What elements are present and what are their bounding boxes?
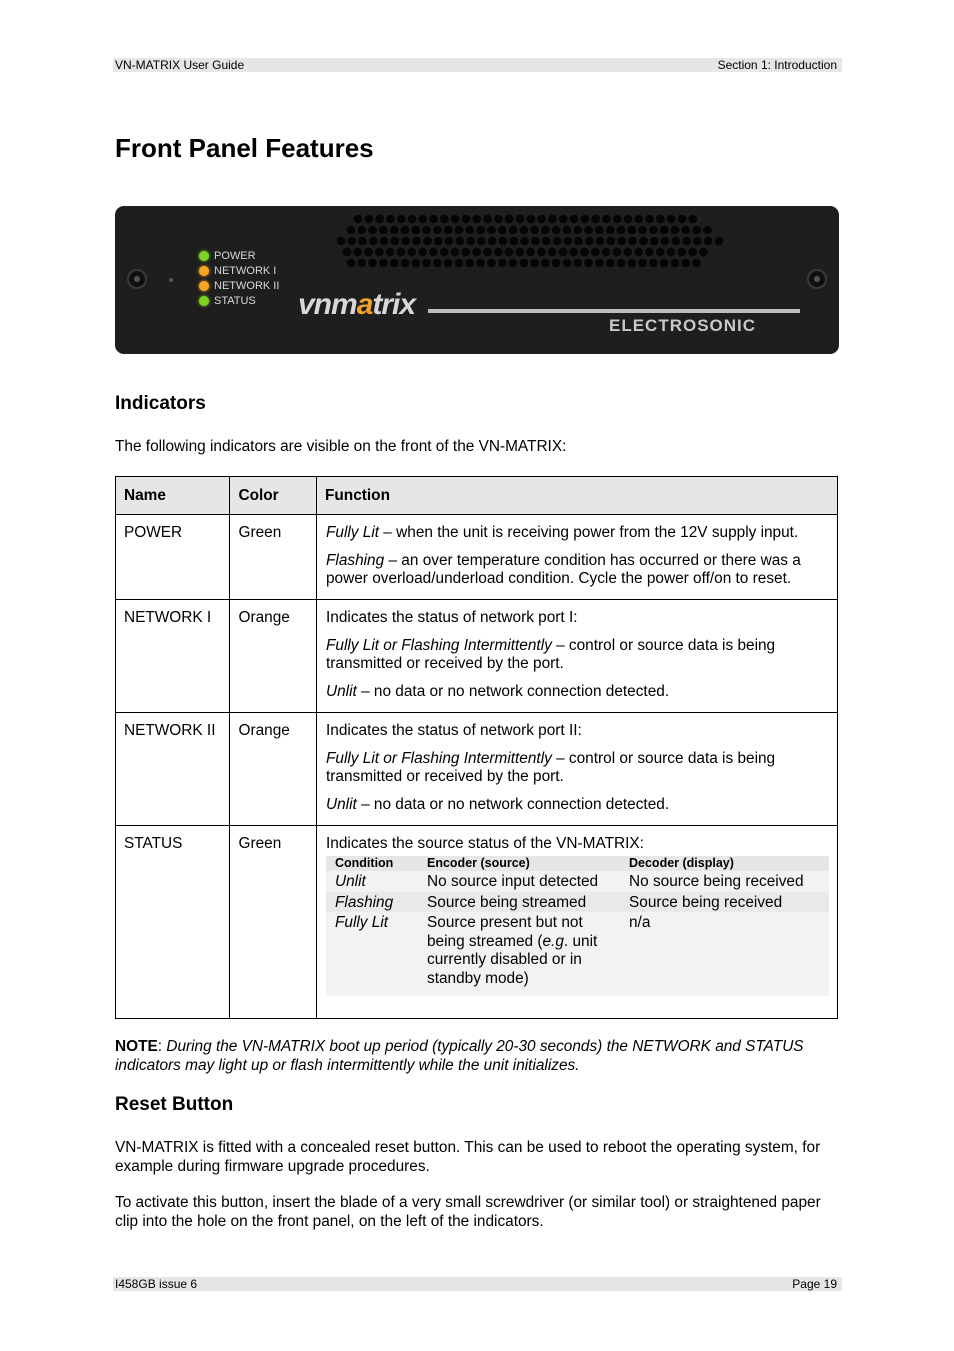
vent-hole [440,248,449,257]
vent-hole [585,237,594,246]
vent-hole [397,248,406,257]
vent-hole [368,259,377,268]
table-row [116,600,838,713]
vent-hole [580,248,589,257]
reset-hole-icon [169,278,173,282]
row-name: NETWORK I [116,600,230,713]
row-color: Green [230,826,317,1019]
vent-hole [650,237,659,246]
row-function: Indicates the status of network port II: Fully Lit or Flashing Intermittently – control or source data is being transmitted or received by the port. Unlit – no data or no network connection detected. [317,713,838,826]
row-color: Orange [230,600,317,713]
vent-hole [596,237,605,246]
vent-hole [498,226,507,235]
vent-hole [591,215,600,224]
vent-hole [455,259,464,268]
vent-hole [455,226,464,235]
vent-hole [628,237,637,246]
vent-hole [433,226,442,235]
vent-hole [429,248,438,257]
header-section: Section 1: Introduction [717,58,837,72]
indicators-intro: The following indicators are visible on the front of the VN-MATRIX: [115,438,567,455]
vent-hole [672,237,681,246]
vent-hole [606,226,615,235]
vent-hole [602,215,611,224]
vent-hole [689,215,698,224]
vent-hole [386,248,395,257]
vent-hole [537,215,546,224]
vent-hole [613,215,622,224]
col-name: Name [116,477,230,515]
vent-hole [358,226,367,235]
vent-hole [462,215,471,224]
vent-hole [699,248,708,257]
vent-hole [412,237,421,246]
vent-hole [472,248,481,257]
vent-hole [542,237,551,246]
vent-hole [354,215,363,224]
vent-hole [628,259,637,268]
vent-hole [476,226,485,235]
led-network-2-icon [199,281,209,291]
col-color: Color [230,477,317,515]
vent-hole [693,237,702,246]
vent-hole [433,259,442,268]
page-footer [113,1277,842,1291]
vent-hole [401,259,410,268]
table-header-row [116,477,838,515]
vent-hole [498,259,507,268]
vent-hole [638,259,647,268]
vent-hole [391,237,400,246]
vent-hole [649,226,658,235]
vent-hole [645,215,654,224]
vent-hole [574,237,583,246]
led-network-2-label: NETWORK II [214,280,280,292]
vent-hole [380,237,389,246]
vent-hole [520,237,529,246]
vent-hole [379,226,388,235]
vent-hole [418,248,427,257]
vent-hole [390,259,399,268]
vent-hole [494,215,503,224]
vent-hole [423,237,432,246]
reset-paragraph-2: To activate this button, insert the blade of a very small screwdriver (or similar tool) or straightened paper clip into the hole on the front panel, on the left of the indicators. [115,1194,821,1230]
vent-hole [704,237,713,246]
indicators-table [115,476,838,1019]
vent-hole [473,215,482,224]
vent-hole [365,215,374,224]
vent-hole [618,237,627,246]
vent-hole [613,248,622,257]
vent-hole [476,259,485,268]
led-power-label: POWER [214,250,256,262]
vent-hole [635,215,644,224]
vent-hole [390,226,399,235]
vent-hole [422,259,431,268]
vent-hole [660,226,669,235]
row-name: NETWORK II [116,713,230,826]
vent-hole [444,226,453,235]
vent-hole [401,226,410,235]
vent-hole [563,226,572,235]
vent-hole [656,215,665,224]
vent-hole [434,237,443,246]
vent-hole [526,248,535,257]
vent-hole [574,226,583,235]
vent-hole [661,237,670,246]
vent-hole [422,226,431,235]
led-status-label: STATUS [214,295,256,307]
vent-hole [451,248,460,257]
vent-hole [397,215,406,224]
vent-hole [584,226,593,235]
vent-hole [682,259,691,268]
sub-row: Flashing Source being streamed Source being received [326,892,829,913]
vent-hole [444,259,453,268]
vent-hole [379,259,388,268]
electrosonic-logo: ELECTROSONIC [609,316,757,335]
front-panel-image [115,206,839,354]
vent-hole [483,215,492,224]
vent-hole [671,259,680,268]
vent-hole [429,215,438,224]
vent-hole [570,248,579,257]
boot-note: NOTE: During the VN-MATRIX boot up period (typically 20-30 seconds) the NETWORK and STATUS indicators may light up or flash intermittently while the unit initializes. [115,1038,804,1074]
vent-hole [682,237,691,246]
led-status-icon [199,296,209,306]
sub-row: Unlit No source input detected No source being received [326,871,829,892]
vent-hole [552,259,561,268]
sub-header-row [326,856,829,871]
vent-hole [369,237,378,246]
row-function: Fully Lit – when the unit is receiving power from the 12V supply input. Flashing – an over temperature condition has occurred or there was a power overload/underload condition. Cycle the power off/on to reset. [317,515,838,600]
vent-hole [348,237,357,246]
table-row [116,826,838,1019]
vent-hole [692,259,701,268]
vent-hole [624,248,633,257]
vent-hole [408,248,417,257]
vent-hole [466,237,475,246]
row-color: Green [230,515,317,600]
vent-hole [595,259,604,268]
vent-hole [516,215,525,224]
vent-hole [548,248,557,257]
vent-hole [462,248,471,257]
vent-hole [419,215,428,224]
vent-hole [541,226,550,235]
vent-hole [412,226,421,235]
vent-hole [364,248,373,257]
vent-hole [581,215,590,224]
vent-hole [530,226,539,235]
vent-hole [527,215,536,224]
vent-hole [682,226,691,235]
vent-hole [703,226,712,235]
vent-hole [358,259,367,268]
vent-hole [451,215,460,224]
vent-hole [347,226,356,235]
indicators-heading: Indicators [115,393,206,414]
sub-row: Fully Lit Source present but not being streamed (e.g. unit currently disabled or in standby mode) n/a [326,912,829,996]
reset-heading: Reset Button [115,1094,234,1115]
page-header [113,58,842,72]
vent-hole [516,248,525,257]
row-function: Indicates the source status of the VN-MATRIX: Condition Encoder (source) Decoder (display) Unlit No source input detected No source being received Flashing Source being streamed Source being received Fully Lit Source present but not being streamed (e.g. unit currently disabled or in standby mode) n/a [317,826,838,1019]
table-row [116,713,838,826]
vent-hole [667,248,676,257]
vent-hole [688,248,697,257]
vent-hole [408,215,417,224]
led-network-1-icon [199,266,209,276]
vent-hole [505,215,514,224]
vent-hole [649,259,658,268]
led-network-1-label: NETWORK I [214,265,277,277]
vent-hole [375,215,384,224]
vent-hole [634,248,643,257]
vent-hole [656,248,665,257]
vent-hole [584,259,593,268]
vent-hole [354,248,363,257]
vent-hole [337,237,346,246]
vent-hole [639,237,648,246]
vent-hole [487,226,496,235]
vent-hole [412,259,421,268]
vent-hole [548,215,557,224]
vent-hole [531,237,540,246]
vent-hole [595,226,604,235]
vent-hole [606,259,615,268]
vent-hole [617,259,626,268]
status-condition-table [326,856,829,996]
vent-hole [564,237,573,246]
vent-hole [537,248,546,257]
vent-hole [530,259,539,268]
footer-issue: I458GB issue 6 [115,1277,198,1291]
vent-hole [456,237,465,246]
vent-hole [645,248,654,257]
vent-hole [386,215,395,224]
vent-hole [692,226,701,235]
sub-col-encoder: Encoder (source) [418,856,620,871]
vent-hole [510,237,519,246]
vent-hole [660,259,669,268]
vent-hole [574,259,583,268]
vent-hole [591,248,600,257]
led-power-icon [199,251,209,261]
logo-underline [428,309,800,313]
row-name: POWER [116,515,230,600]
vent-hole [509,259,518,268]
row-function: Indicates the status of network port I: Fully Lit or Flashing Intermittently – control or source data is being transmitted or received by the port. Unlit – no data or no network connection detected. [317,600,838,713]
vent-hole [520,259,529,268]
table-row [116,515,838,600]
sub-col-decoder: Decoder (display) [620,856,829,871]
vent-hole [602,248,611,257]
vent-hole [509,226,518,235]
vent-hole [520,226,529,235]
vent-hole [505,248,514,257]
header-doc-title: VN-MATRIX User Guide [115,58,245,72]
vent-hole [559,215,568,224]
vent-hole [375,248,384,257]
vent-hole [358,237,367,246]
vent-hole [445,237,454,246]
vent-hole [667,215,676,224]
col-function: Function [317,477,838,515]
row-color: Orange [230,713,317,826]
vent-hole [466,259,475,268]
vent-hole [552,226,561,235]
vent-hole [343,248,352,257]
left-screw-icon [127,269,147,289]
vent-hole [466,226,475,235]
vent-hole [487,259,496,268]
vent-hole [559,248,568,257]
vent-hole [494,248,503,257]
vent-hole [671,226,680,235]
row-name: STATUS [116,826,230,1019]
vent-hole [541,259,550,268]
vent-hole [402,237,411,246]
right-screw-icon [807,269,827,289]
vent-hole [553,237,562,246]
vent-hole [488,237,497,246]
vent-hole [678,248,687,257]
page-title: Front Panel Features [115,133,374,163]
vent-hole [628,226,637,235]
vent-hole [368,226,377,235]
vent-hole [607,237,616,246]
vent-hole [499,237,508,246]
vent-hole [347,259,356,268]
vent-hole [570,215,579,224]
vent-hole [483,248,492,257]
vnmatrix-logo: vnmatrix [298,288,416,321]
sub-col-condition: Condition [326,856,418,871]
vent-hole [715,237,724,246]
vent-hole [624,215,633,224]
vent-hole [563,259,572,268]
vent-hole [477,237,486,246]
vent-hole [617,226,626,235]
vent-hole [678,215,687,224]
footer-page-number: Page 19 [792,1277,837,1291]
vent-hole [638,226,647,235]
reset-paragraph-1: VN-MATRIX is fitted with a concealed reset button. This can be used to reboot the operating system, for example during firmware upgrade procedures. [115,1139,821,1175]
vent-hole [440,215,449,224]
